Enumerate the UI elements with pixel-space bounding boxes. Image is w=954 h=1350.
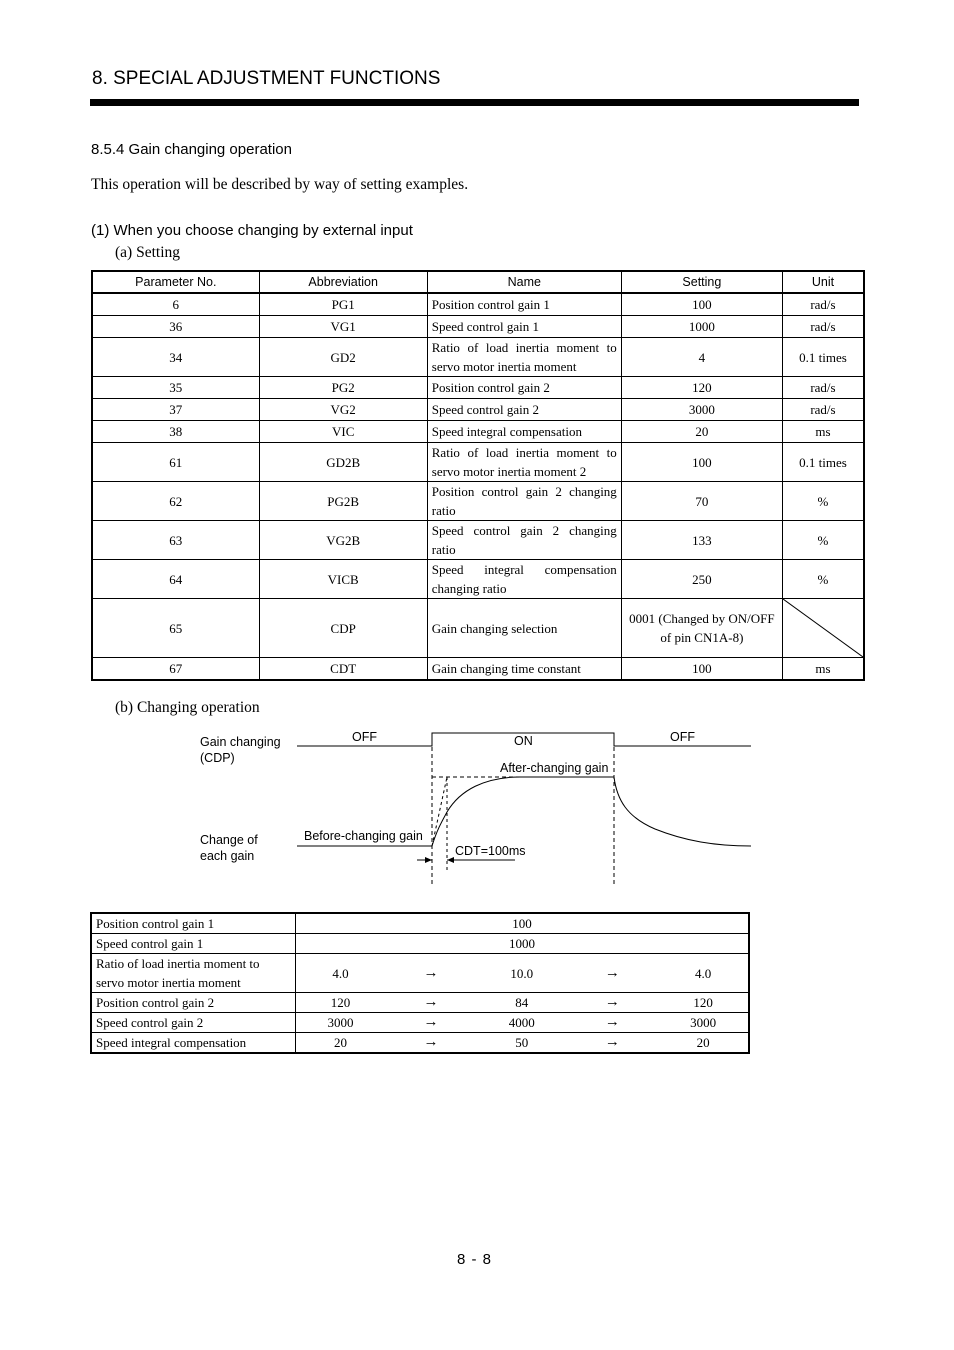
gain-value-restored: 3000	[658, 1013, 749, 1033]
param-setting: 100	[621, 443, 782, 482]
on-label: ON	[514, 734, 533, 748]
param-name: Ratio of load inertia moment to servo motor inertia moment 2	[427, 443, 621, 482]
setting-heading: (a) Setting	[115, 244, 180, 261]
param-unit-not-applicable	[782, 599, 864, 658]
gain-value-after: 84	[477, 993, 567, 1013]
gain-name: Speed control gain 2	[91, 1013, 295, 1033]
gain-name: Speed control gain 1	[91, 934, 295, 954]
param-no: 35	[92, 377, 259, 399]
param-no: 62	[92, 482, 259, 521]
right-arrow-icon: →	[385, 993, 477, 1013]
right-arrow-icon: →	[385, 954, 477, 993]
gain-change-table	[90, 912, 750, 1054]
param-setting: 133	[621, 521, 782, 560]
gain-decay-curve	[614, 777, 751, 846]
gain-value-before: 120	[295, 993, 385, 1013]
param-abbr: VG1	[259, 316, 427, 338]
page-number: 8 - 8	[457, 1251, 493, 1268]
before-changing-gain-label: Before-changing gain	[304, 829, 423, 843]
param-no: 61	[92, 443, 259, 482]
param-abbr: CDT	[259, 658, 427, 681]
gain-value: 1000	[295, 934, 749, 954]
param-no: 63	[92, 521, 259, 560]
diagonal-slash	[783, 599, 863, 657]
param-abbr: VG2	[259, 399, 427, 421]
table-row	[92, 399, 864, 421]
param-no: 67	[92, 658, 259, 681]
param-name: Gain changing selection	[427, 599, 621, 658]
param-name: Gain changing time constant	[427, 658, 621, 681]
header-abbreviation: Abbreviation	[259, 271, 427, 293]
param-name: Position control gain 2	[427, 377, 621, 399]
table-row	[92, 377, 864, 399]
gain-value-before: 4.0	[295, 954, 385, 993]
gain-value-before: 20	[295, 1033, 385, 1054]
param-abbr: GD2	[259, 338, 427, 377]
param-abbr: VICB	[259, 560, 427, 599]
off-label: OFF	[670, 730, 695, 744]
gain-name: Position control gain 2	[91, 993, 295, 1013]
gain-value-after: 50	[477, 1033, 567, 1054]
cdp-label: (CDP)	[200, 751, 235, 765]
table-row	[92, 293, 864, 316]
table-row	[92, 599, 864, 658]
gain-value: 100	[295, 913, 749, 934]
gain-value-restored: 120	[658, 993, 749, 1013]
param-abbr: VG2B	[259, 521, 427, 560]
param-name: Speed integral compensation changing ratio	[427, 560, 621, 599]
param-name: Ratio of load inertia moment to servo motor inertia moment	[427, 338, 621, 377]
table-row	[91, 1033, 749, 1054]
gain-name: Speed integral compensation	[91, 1033, 295, 1054]
param-setting: 0001 (Changed by ON/OFF of pin CN1A-8)	[621, 599, 782, 658]
param-no: 34	[92, 338, 259, 377]
param-unit: rad/s	[782, 316, 864, 338]
table-row	[92, 560, 864, 599]
after-changing-gain-label: After-changing gain	[500, 761, 609, 775]
param-unit: %	[782, 482, 864, 521]
table-row	[91, 934, 749, 954]
table-row	[92, 443, 864, 482]
param-no: 38	[92, 421, 259, 443]
param-unit: rad/s	[782, 399, 864, 421]
param-abbr: PG1	[259, 293, 427, 316]
table-row	[92, 658, 864, 681]
param-setting: 70	[621, 482, 782, 521]
gain-name: Position control gain 1	[91, 913, 295, 934]
settings-table	[91, 270, 865, 681]
gain-value-restored: 20	[658, 1033, 749, 1054]
param-setting: 120	[621, 377, 782, 399]
param-abbr: CDP	[259, 599, 427, 658]
param-name: Speed control gain 1	[427, 316, 621, 338]
param-setting: 250	[621, 560, 782, 599]
param-abbr: PG2B	[259, 482, 427, 521]
gain-changing-timing-diagram	[195, 725, 760, 895]
gain-changing-label: Gain changing	[200, 735, 281, 749]
param-unit: ms	[782, 658, 864, 681]
right-arrow-icon: →	[567, 1013, 659, 1033]
param-setting: 3000	[621, 399, 782, 421]
param-unit: %	[782, 560, 864, 599]
param-setting: 20	[621, 421, 782, 443]
title-rule	[90, 99, 859, 106]
param-no: 36	[92, 316, 259, 338]
param-unit: %	[782, 521, 864, 560]
chapter-title: 8. SPECIAL ADJUSTMENT FUNCTIONS	[92, 68, 441, 89]
table-row	[92, 421, 864, 443]
header-name: Name	[427, 271, 621, 293]
cdt-arrowhead	[447, 857, 454, 863]
change-of-gain-label: Change of	[200, 833, 258, 847]
change-of-gain-label: each gain	[200, 849, 255, 863]
cdt-arrowhead	[425, 857, 432, 863]
table-header-row	[92, 271, 864, 293]
gain-value-restored: 4.0	[658, 954, 749, 993]
param-name: Position control gain 2 changing ratio	[427, 482, 621, 521]
right-arrow-icon: →	[567, 954, 659, 993]
table-row	[91, 913, 749, 934]
right-arrow-icon: →	[385, 1033, 477, 1054]
param-unit: rad/s	[782, 377, 864, 399]
changing-operation-heading: (b) Changing operation	[115, 699, 260, 716]
right-arrow-icon: →	[567, 1033, 659, 1054]
param-no: 64	[92, 560, 259, 599]
param-unit: ms	[782, 421, 864, 443]
gain-value-after: 10.0	[477, 954, 567, 993]
subsection-title: (1) When you choose changing by external input	[91, 222, 413, 239]
param-name: Position control gain 1	[427, 293, 621, 316]
gain-value-before: 3000	[295, 1013, 385, 1033]
param-abbr: GD2B	[259, 443, 427, 482]
header-unit: Unit	[782, 271, 864, 293]
param-abbr: VIC	[259, 421, 427, 443]
header-setting: Setting	[621, 271, 782, 293]
cdt-label: CDT=100ms	[455, 844, 526, 858]
param-no: 37	[92, 399, 259, 421]
param-unit: rad/s	[782, 293, 864, 316]
table-row	[91, 1013, 749, 1033]
param-no: 65	[92, 599, 259, 658]
param-setting: 100	[621, 293, 782, 316]
right-arrow-icon: →	[567, 993, 659, 1013]
param-name: Speed control gain 2	[427, 399, 621, 421]
param-setting: 4	[621, 338, 782, 377]
intro-paragraph: This operation will be described by way of setting examples.	[91, 176, 469, 193]
gain-name: Ratio of load inertia moment to servo motor inertia moment	[91, 954, 295, 993]
table-row	[91, 954, 749, 993]
time-constant-tangent	[432, 777, 447, 846]
right-arrow-icon: →	[385, 1013, 477, 1033]
table-row	[92, 338, 864, 377]
param-no: 6	[92, 293, 259, 316]
param-name: Speed integral compensation	[427, 421, 621, 443]
param-setting: 1000	[621, 316, 782, 338]
param-unit: 0.1 times	[782, 338, 864, 377]
param-name: Speed control gain 2 changing ratio	[427, 521, 621, 560]
table-row	[92, 521, 864, 560]
param-abbr: PG2	[259, 377, 427, 399]
param-setting: 100	[621, 658, 782, 681]
header-parameter-no: Parameter No.	[92, 271, 259, 293]
gain-value-after: 4000	[477, 1013, 567, 1033]
off-label: OFF	[352, 730, 377, 744]
table-row	[92, 482, 864, 521]
table-row	[91, 993, 749, 1013]
table-row	[92, 316, 864, 338]
section-heading: 8.5.4 Gain changing operation	[91, 141, 292, 158]
param-unit: 0.1 times	[782, 443, 864, 482]
